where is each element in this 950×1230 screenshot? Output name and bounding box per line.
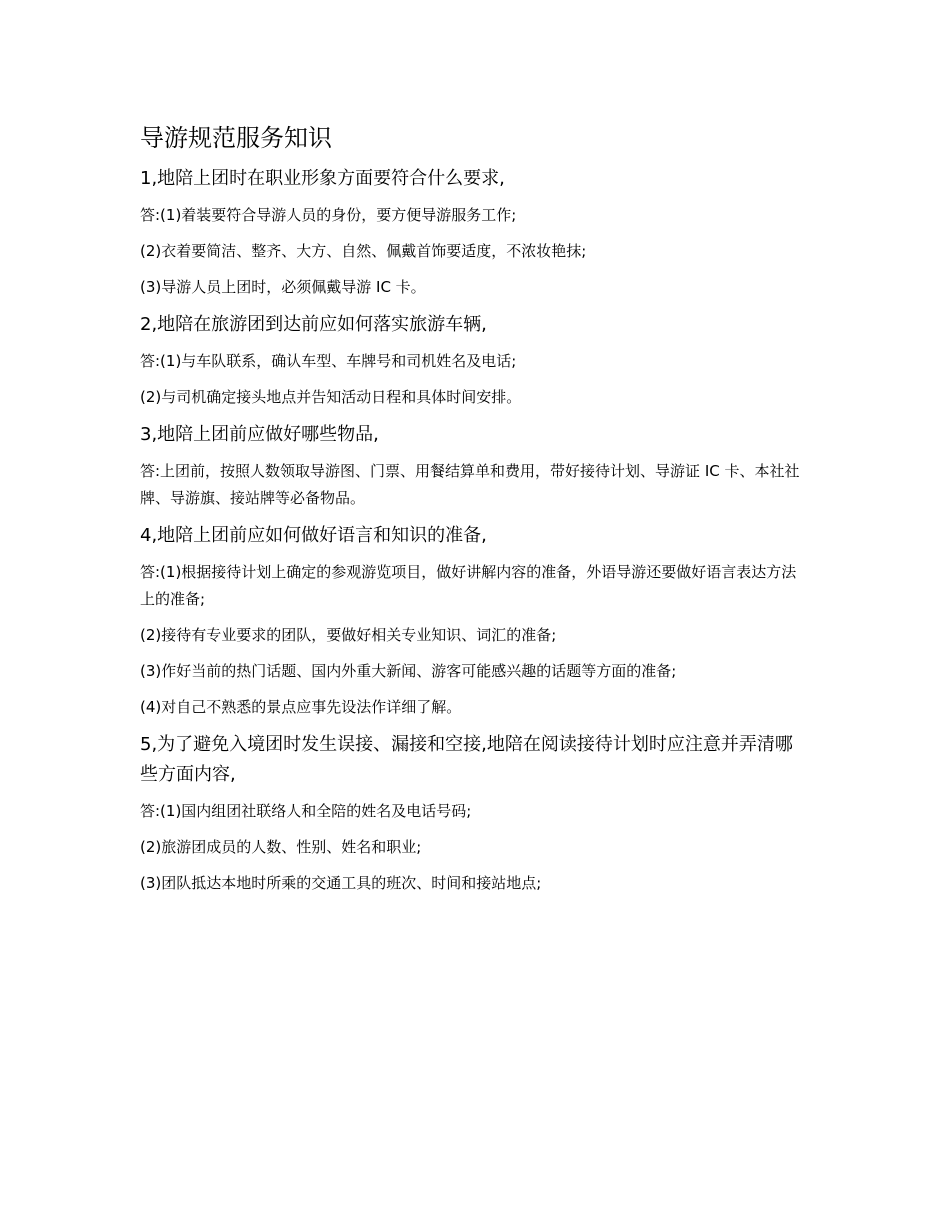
answer-paragraph: (3)团队抵达本地时所乘的交通工具的班次、时间和接站地点; [140, 874, 542, 892]
answer-paragraph: (3)作好当前的热门话题、国内外重大新闻、游客可能感兴趣的话题等方面的准备; [140, 662, 677, 680]
answer-paragraph: (3)导游人员上团时，必须佩戴导游 IC 卡。 [140, 278, 426, 296]
answer-paragraph: (4)对自己不熟悉的景点应事先设法作详细了解。 [140, 698, 462, 716]
answer-paragraph: 答:(1)与车队联系，确认车型、车牌号和司机姓名及电话; [140, 352, 517, 370]
question-heading: 4,地陪上团前应如何做好语言和知识的准备, [140, 525, 487, 546]
qa-section-3 [140, 420, 808, 512]
answer-paragraph: (2)衣着要简洁、整齐、大方、自然、佩戴首饰要适度，不浓妆艳抹; [140, 242, 587, 260]
answer-paragraph: 答:(1)根据接待计划上确定的参观游览项目，做好讲解内容的准备，外语导游还要做好语言表达方法上的准备; [140, 563, 797, 608]
question-heading: 2,地陪在旅游团到达前应如何落实旅游车辆, [140, 314, 487, 335]
answer-paragraph: (2)接待有专业要求的团队，要做好相关专业知识、词汇的准备; [140, 626, 557, 644]
answer-paragraph: (2)与司机确定接头地点并告知活动日程和具体时间安排。 [140, 388, 522, 406]
qa-section-2 [140, 310, 808, 411]
question-heading: 3,地陪上团前应做好哪些物品, [140, 424, 379, 445]
qa-section-1 [140, 164, 808, 301]
question-heading: 1,地陪上团时在职业形象方面要符合什么要求, [140, 168, 505, 189]
document-title: 导游规范服务知识 [140, 124, 332, 152]
question-heading: 5,为了避免入境团时发生误接、漏接和空接,地陪在阅读接待计划时应注意并弄清哪些方面内容, [140, 734, 793, 785]
answer-paragraph: (2)旅游团成员的人数、性别、姓名和职业; [140, 838, 422, 856]
answer-paragraph: 答:(1)国内组团社联络人和全陪的姓名及电话号码; [140, 802, 472, 820]
document-page [140, 118, 808, 906]
qa-section-5 [140, 730, 808, 897]
qa-section-4 [140, 521, 808, 721]
answer-paragraph: 答:上团前，按照人数领取导游图、门票、用餐结算单和费用，带好接待计划、导游证 IC 卡、本社社牌、导游旗、接站牌等必备物品。 [140, 462, 800, 507]
answer-paragraph: 答:(1)着装要符合导游人员的身份，要方便导游服务工作; [140, 206, 517, 224]
